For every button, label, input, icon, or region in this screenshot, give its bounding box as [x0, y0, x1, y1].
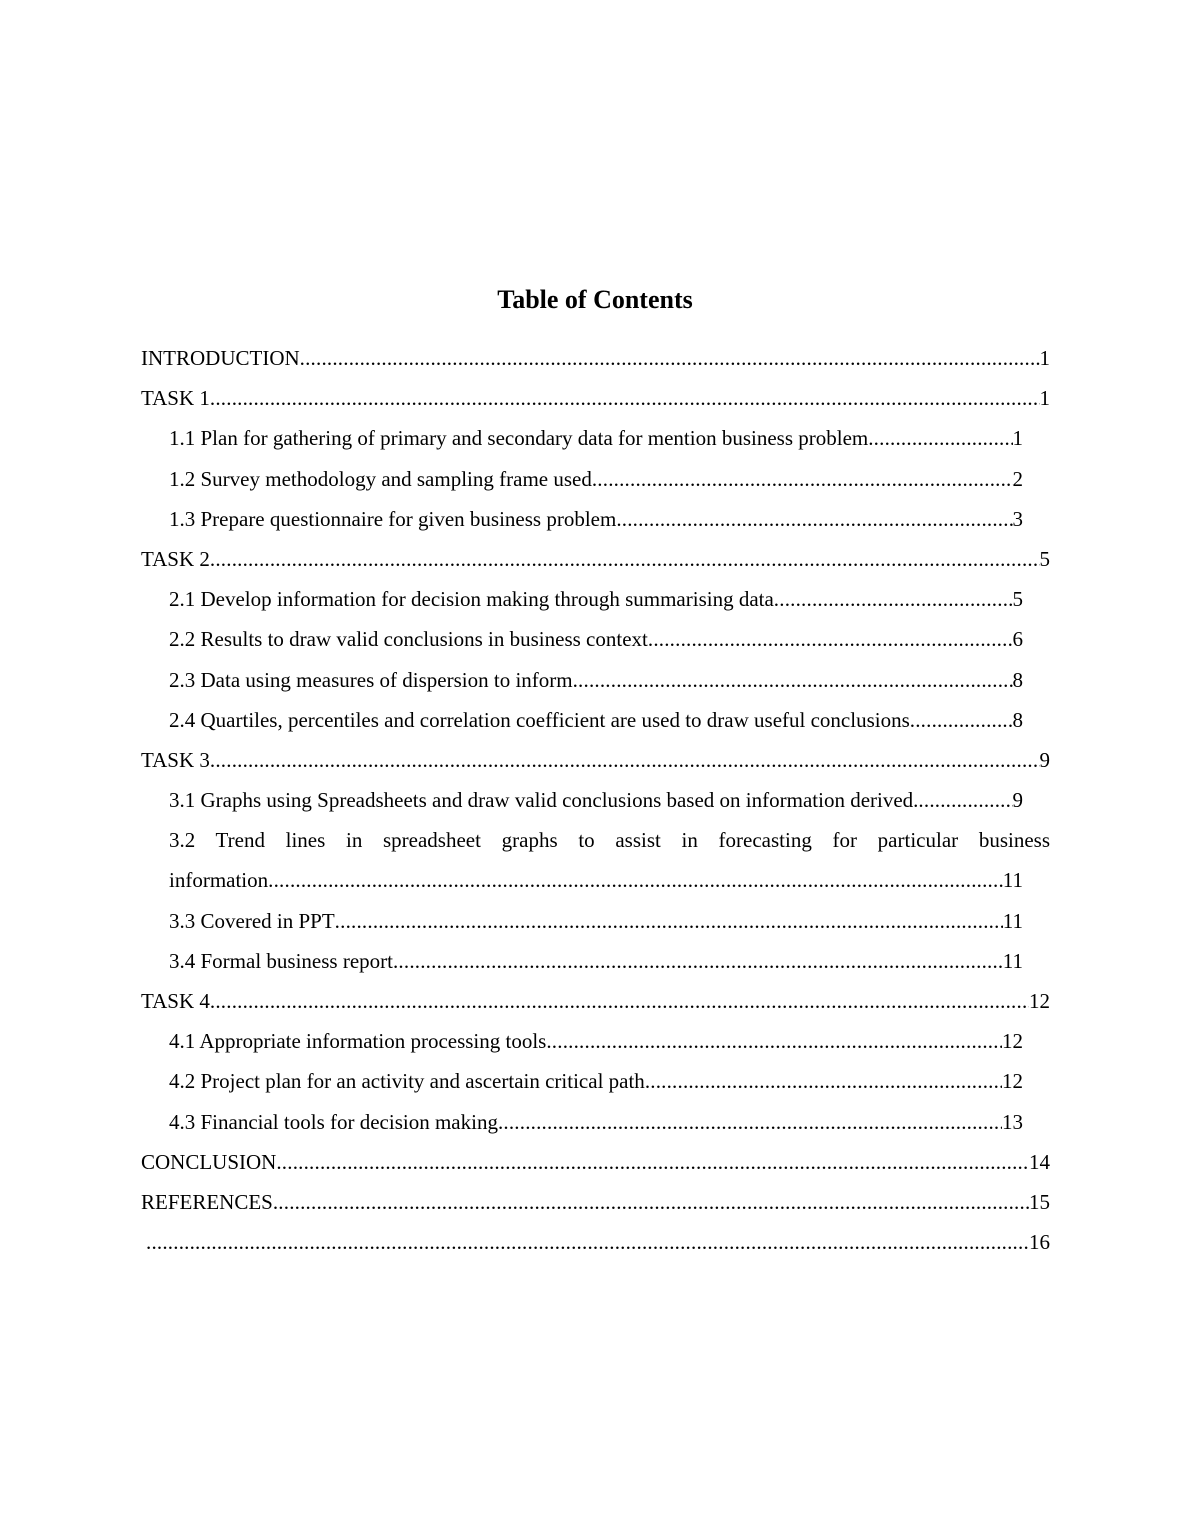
toc-entry-task-2[interactable] — [141, 539, 1050, 579]
toc-entry-label: 1.3 Prepare questionnaire for given business problem — [169, 506, 617, 531]
dot-leader — [616, 499, 1012, 539]
toc-entry-label: 4.2 Project plan for an activity and ascertain critical path — [169, 1069, 645, 1094]
dot-leader — [868, 418, 1012, 458]
toc-entry-2-3[interactable] — [169, 660, 1023, 700]
toc-entry-2-1[interactable] — [169, 579, 1023, 619]
dot-leader — [210, 740, 1040, 780]
dot-leader — [648, 619, 1013, 659]
toc-entry-label: 1.1 Plan for gathering of primary and secondary data for mention business problem — [169, 426, 869, 451]
toc-title: Table of Contents — [497, 285, 693, 314]
toc-entry-page: 11 — [1002, 908, 1023, 933]
toc-entry-label: 3.1 Graphs using Spreadsheets and draw valid conclusions based on information derived. — [169, 788, 919, 813]
dot-leader — [273, 1182, 1029, 1222]
toc-list — [0, 338, 1190, 1262]
dot-leader — [918, 780, 1012, 820]
dot-leader — [774, 579, 1013, 619]
toc-entry-4-3[interactable] — [169, 1102, 1023, 1142]
toc-entry-label: 1.2 Survey methodology and sampling frame used — [169, 466, 592, 491]
dot-leader — [300, 338, 1040, 378]
toc-entry-page: 8 — [1012, 667, 1023, 692]
toc-entry-task-3[interactable] — [141, 740, 1050, 780]
dot-leader — [268, 860, 1003, 900]
toc-entry-task-4[interactable] — [141, 981, 1050, 1021]
dot-leader — [210, 378, 1040, 418]
toc-entry-label: 3.4 Formal business report — [169, 948, 393, 973]
dot-leader — [592, 459, 1013, 499]
dot-leader — [498, 1102, 1002, 1142]
toc-entry-label: TASK 1 — [141, 386, 210, 411]
toc-entry-3-3[interactable] — [169, 901, 1023, 941]
dot-leader — [645, 1061, 1002, 1101]
toc-entry-page: 8 — [1012, 707, 1023, 732]
dot-leader — [393, 941, 1003, 981]
toc-entry-label: 2.2 Results to draw valid conclusions in business context — [169, 627, 648, 652]
toc-entry-label: 3.2 Trend lines in spreadsheet graphs to assist in forecasting for particular business — [169, 828, 1050, 853]
toc-entry-page: 3 — [1012, 506, 1023, 531]
toc-entry-label: 2.4 Quartiles, percentiles and correlation coefficient are used to draw useful conclusions — [169, 707, 910, 732]
toc-entry-1-1[interactable] — [169, 418, 1023, 458]
toc-entry-unlabeled[interactable] — [146, 1222, 1050, 1262]
dot-leader — [276, 1142, 1029, 1182]
toc-entry-2-4[interactable] — [169, 700, 1023, 740]
toc-entry-2-2[interactable] — [169, 619, 1023, 659]
toc-entry-label: 2.1 Develop information for decision making through summarising data — [169, 587, 774, 612]
toc-entry-page: 5 — [1012, 587, 1023, 612]
toc-entry-page: 11 — [1002, 868, 1023, 893]
toc-entry-page: 6 — [1012, 627, 1023, 652]
toc-entry-introduction[interactable] — [141, 338, 1050, 378]
dot-leader — [210, 539, 1040, 579]
toc-entry-page: 12 — [1002, 1029, 1023, 1054]
toc-entry-page: 1 — [1039, 346, 1050, 370]
toc-entry-1-3[interactable] — [169, 499, 1023, 539]
toc-entry-page: 1 — [1012, 426, 1023, 451]
toc-entry-3-4[interactable] — [169, 941, 1023, 981]
dot-leader — [910, 700, 1013, 740]
toc-entry-page: 1 — [1039, 386, 1050, 411]
toc-entry-label: 4.3 Financial tools for decision making — [169, 1109, 498, 1134]
toc-entry-label: TASK 2 — [141, 546, 210, 571]
toc-entry-page: 13 — [1002, 1109, 1023, 1134]
toc-entry-label: TASK 4 — [141, 989, 210, 1013]
toc-entry-page: 16 — [1029, 1230, 1050, 1255]
dot-leader — [210, 981, 1029, 1021]
toc-entry-page: 14 — [1029, 1149, 1050, 1174]
toc-entry-task-1[interactable] — [141, 378, 1050, 418]
toc-entry-page: 11 — [1002, 948, 1023, 973]
toc-entry-4-2[interactable] — [169, 1061, 1023, 1101]
toc-entry-page: 15 — [1029, 1189, 1050, 1214]
toc-entry-conclusion[interactable] — [141, 1142, 1050, 1182]
toc-entry-continuation — [169, 860, 1023, 900]
toc-entry-page: 12 — [1029, 989, 1050, 1013]
toc-entry-references[interactable] — [141, 1182, 1050, 1222]
toc-entry-page: 2 — [1012, 466, 1023, 491]
dot-leader — [146, 1222, 1029, 1262]
toc-entry-label: CONCLUSION — [141, 1149, 277, 1174]
toc-entry-3-2[interactable] — [169, 820, 1050, 900]
dot-leader — [546, 1021, 1002, 1061]
toc-entry-label: TASK 3 — [141, 747, 210, 772]
toc-entry-1-2[interactable] — [169, 459, 1023, 499]
toc-entry-page: 12 — [1002, 1069, 1023, 1094]
toc-entry-page: 5 — [1039, 546, 1050, 571]
dot-leader — [335, 901, 1003, 941]
toc-entry-label-line2: information — [169, 868, 269, 893]
toc-entry-label: 2.3 Data using measures of dispersion to inform — [169, 667, 573, 692]
toc-entry-3-1[interactable] — [169, 780, 1023, 820]
toc-entry-label: 3.3 Covered in PPT — [169, 908, 335, 933]
toc-entry-page: 9 — [1039, 747, 1050, 772]
toc-entry-page: 9 — [1012, 788, 1023, 813]
toc-entry-label: REFERENCES — [141, 1189, 273, 1214]
toc-entry-label: 4.1 Appropriate information processing tools — [169, 1029, 547, 1054]
dot-leader — [573, 660, 1013, 700]
toc-entry-4-1[interactable] — [169, 1021, 1023, 1061]
toc-entry-label: INTRODUCTION — [141, 346, 300, 370]
